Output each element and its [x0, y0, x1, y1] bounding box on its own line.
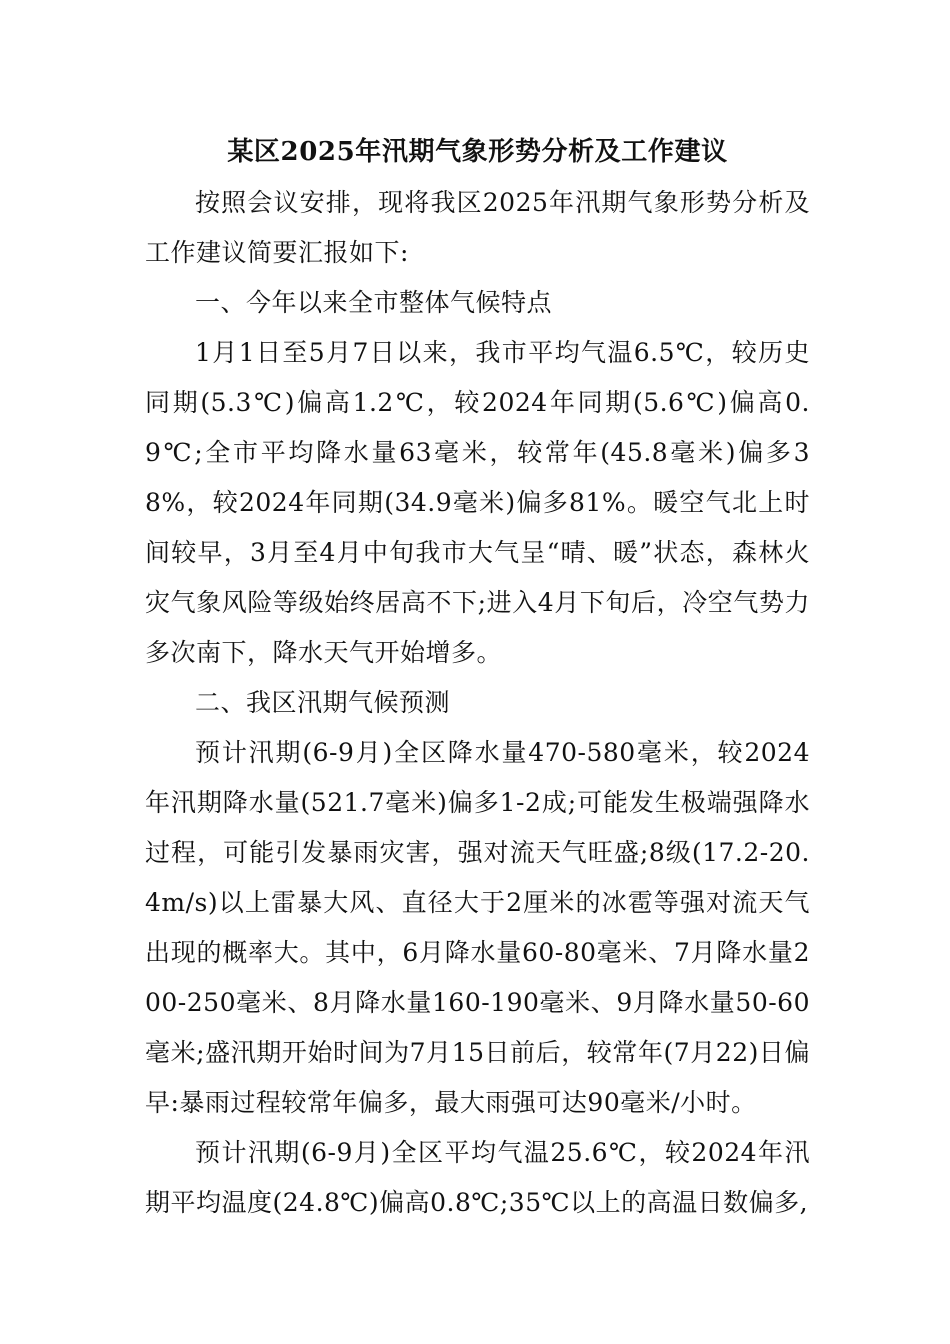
document-body: [145, 128, 810, 1228]
section-heading-2: 二、我区汛期气候预测: [195, 688, 451, 717]
section-2-paragraph-2: 预计汛期(6-9月)全区平均气温25.6℃，较2024年汛期平均温度(24.8℃)偏高0.8℃;35℃以上的高温日数偏多,: [145, 1138, 810, 1217]
section-1-paragraph: 1月1日至5月7日以来，我市平均气温6.5℃，较历史同期(5.3℃)偏高1.2℃，较2024年同期(5.6℃)偏高0.9℃;全市平均降水量63毫米，较常年(45.8毫米)偏多38%，较2024年同期(34.9毫米)偏多81%。暖空气北上时间较早，3月至4月中旬我市大气呈“晴、暖”状态，森林火灾气象风险等级始终居高不下;进入4月下旬后，冷空气势力多次南下，降水天气开始增多。: [145, 338, 810, 667]
section-heading-1: 一、今年以来全市整体气候特点: [195, 288, 553, 317]
document-title: 某区2025年汛期气象形势分析及工作建议: [227, 137, 728, 167]
section-2-paragraph-1: 预计汛期(6-9月)全区降水量470-580毫米，较2024年汛期降水量(521.7毫米)偏多1-2成;可能发生极端强降水过程，可能引发暴雨灾害，强对流天气旺盛;8级(17.2-20.4m/s)以上雷暴大风、直径大于2厘米的冰雹等强对流天气出现的概率大。其中，6月降水量60-80毫米、7月降水量200-250毫米、8月降水量160-190毫米、9月降水量50-60毫米;盛汛期开始时间为7月15日前后，较常年(7月22)日偏早:暴雨过程较常年偏多，最大雨强可达90毫米/小时。: [145, 738, 810, 1117]
intro-paragraph: 按照会议安排，现将我区2025年汛期气象形势分析及工作建议简要汇报如下:: [145, 188, 810, 267]
